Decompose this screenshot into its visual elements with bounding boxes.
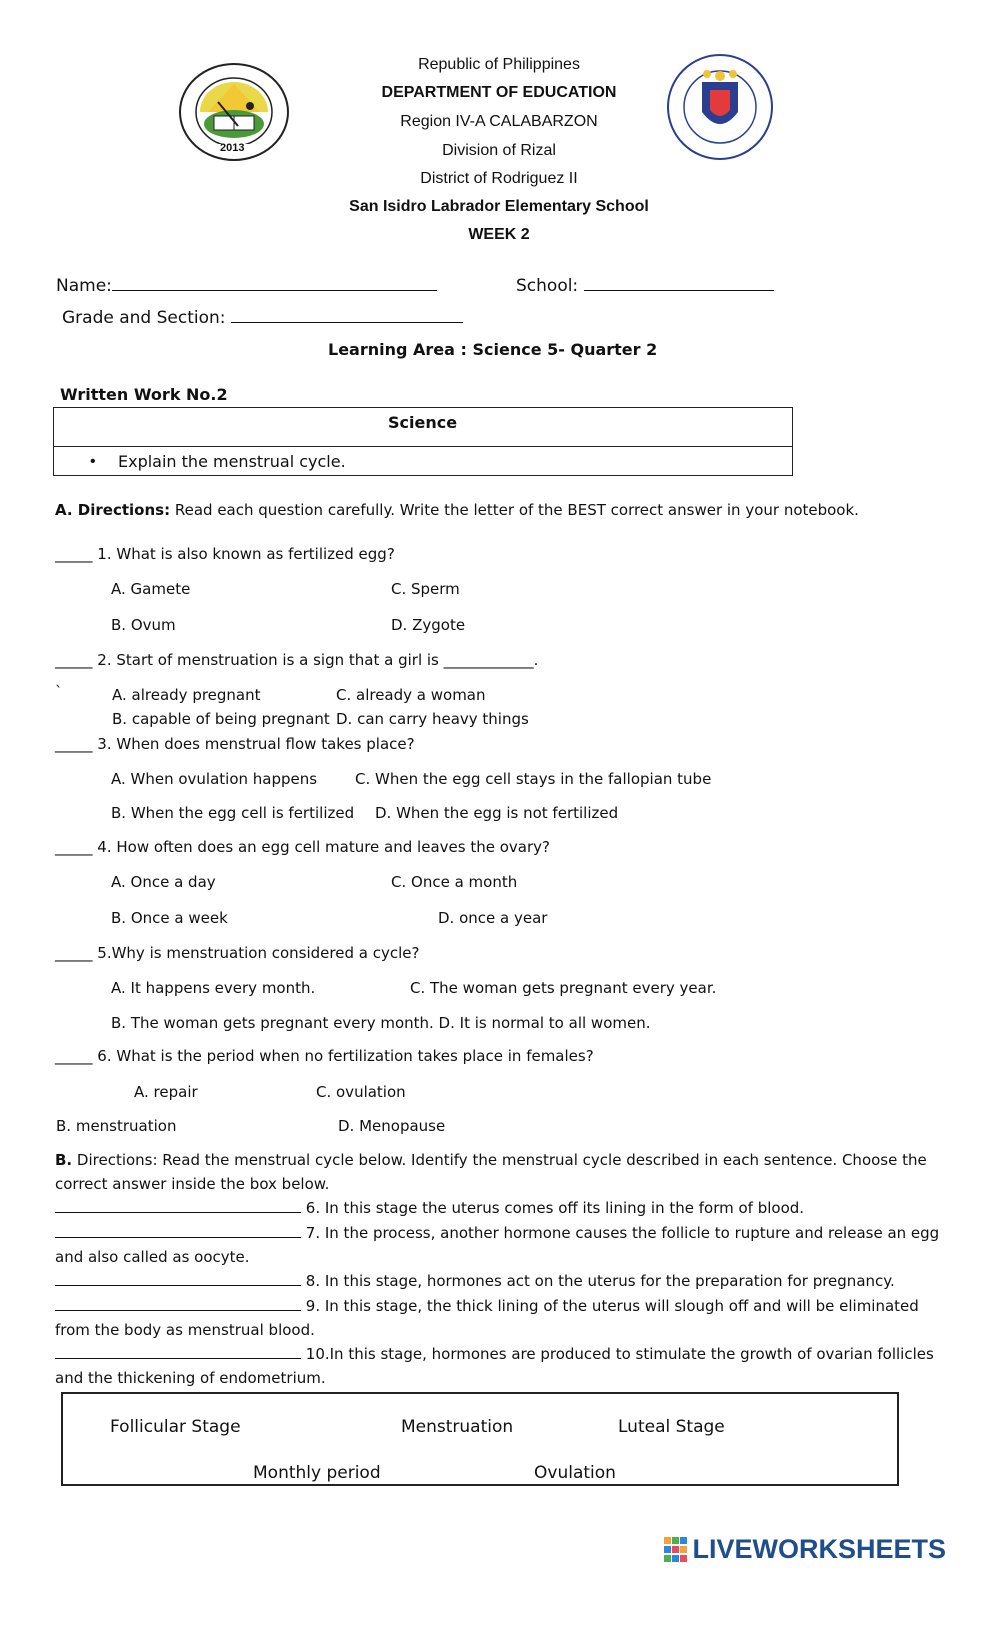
- s7-text-cont: and also called as oocyte.: [55, 1248, 250, 1266]
- q3-text: 3. When does menstrual flow takes place?: [97, 735, 415, 753]
- q4-option-b: B. Once a week: [111, 909, 228, 927]
- objective-divider: [53, 446, 793, 447]
- q4-text: 4. How often does an egg cell mature and leaves the ovary?: [97, 838, 550, 856]
- s9-text: 9. In this stage, the thick lining of the uterus will slough off and will be eliminated: [305, 1297, 919, 1315]
- name-label: Name:: [56, 276, 112, 296]
- header-department: DEPARTMENT OF EDUCATION: [381, 84, 617, 101]
- q2-text: 2. Start of menstruation is a sign that a girl is ____________.: [97, 651, 539, 669]
- school-logo-year: 2013: [220, 142, 245, 154]
- q1-option-a: A. Gamete: [111, 580, 191, 598]
- q2-option-a: A. already pregnant: [112, 686, 261, 704]
- q6-blank[interactable]: _____: [55, 1047, 93, 1065]
- q5-option-b-d: B. The woman gets pregnant every month. D. It is normal to all women.: [111, 1014, 651, 1032]
- liveworksheets-icon: [664, 1537, 688, 1563]
- q6-text: 6. What is the period when no fertilization takes place in females?: [97, 1047, 594, 1065]
- q6-option-a: A. repair: [134, 1083, 198, 1101]
- q5-option-a: A. It happens every month.: [111, 979, 316, 997]
- objective-item: Explain the menstrual cycle.: [118, 452, 346, 471]
- q4-option-a: A. Once a day: [111, 873, 216, 891]
- part-a-directions: Read each question carefully. Write the letter of the BEST correct answer in your notebook.: [170, 501, 859, 519]
- q4-option-d: D. once a year: [438, 909, 548, 927]
- school-logo: [178, 62, 290, 162]
- q2-tick: `: [55, 683, 63, 701]
- choices-box: [61, 1392, 899, 1486]
- liveworksheets-logo: [664, 1534, 946, 1565]
- objective-bullet: •: [90, 453, 96, 470]
- grade-section-label: Grade and Section:: [62, 308, 226, 328]
- q1-option-d: D. Zygote: [391, 616, 466, 634]
- s7-text: 7. In the process, another hormone causes the follicle to rupture and release an egg: [305, 1224, 940, 1242]
- header-republic: Republic of Philippines: [418, 56, 580, 73]
- liveworksheets-brand[interactable]: LIVEWORKSHEETS: [692, 1534, 946, 1564]
- header-region: Region IV-A CALABARZON: [400, 113, 598, 130]
- q5-text: 5.Why is menstruation considered a cycle?: [97, 944, 420, 962]
- s9-text-cont: from the body as menstrual blood.: [55, 1321, 315, 1339]
- s8-answer-line[interactable]: [55, 1284, 301, 1286]
- choice-follicular-stage: Follicular Stage: [110, 1417, 241, 1437]
- name-field[interactable]: [112, 289, 437, 291]
- s7-answer-line[interactable]: [55, 1236, 301, 1238]
- q5-option-c: C. The woman gets pregnant every year.: [410, 979, 717, 997]
- header-district: District of Rodriguez II: [420, 170, 578, 187]
- s8-text: 8. In this stage, hormones act on the uterus for the preparation for pregnancy.: [305, 1272, 895, 1290]
- q2-option-b: B. capable of being pregnant: [112, 710, 330, 728]
- grade-section-field[interactable]: [231, 321, 463, 323]
- q6-option-d: D. Menopause: [338, 1117, 446, 1135]
- q1-text: 1. What is also known as fertilized egg?: [97, 545, 395, 563]
- header-week: WEEK 2: [468, 226, 530, 243]
- school-label: School:: [516, 276, 579, 296]
- q1-blank[interactable]: _____: [55, 545, 93, 563]
- written-work-title: Written Work No.2: [60, 385, 228, 404]
- s6-answer-line[interactable]: [55, 1211, 301, 1213]
- s9-answer-line[interactable]: [55, 1309, 301, 1311]
- q6-option-b: B. menstruation: [56, 1117, 177, 1135]
- q1-option-c: C. Sperm: [391, 580, 460, 598]
- part-b-directions-cont: correct answer inside the box below.: [55, 1175, 330, 1193]
- choice-monthly-period: Monthly period: [253, 1463, 381, 1483]
- objective-header: Science: [388, 413, 458, 432]
- choice-luteal-stage: Luteal Stage: [618, 1417, 725, 1437]
- s10-text-cont: and the thickening of endometrium.: [55, 1369, 326, 1387]
- header-school: San Isidro Labrador Elementary School: [349, 198, 649, 215]
- q3-option-c: C. When the egg cell stays in the fallopian tube: [355, 770, 712, 788]
- choice-menstruation: Menstruation: [401, 1417, 514, 1437]
- part-a-label: A. Directions:: [55, 501, 171, 519]
- q6-option-c: C. ovulation: [316, 1083, 406, 1101]
- q5-blank[interactable]: _____: [55, 944, 93, 962]
- q4-blank[interactable]: _____: [55, 838, 93, 856]
- q2-blank[interactable]: _____: [55, 651, 93, 669]
- q3-option-d: D. When the egg is not fertilized: [375, 804, 619, 822]
- q4-option-c: C. Once a month: [391, 873, 518, 891]
- q1-option-b: B. Ovum: [111, 616, 176, 634]
- q3-option-b: B. When the egg cell is fertilized: [111, 804, 355, 822]
- school-field[interactable]: [584, 289, 774, 291]
- choice-ovulation: Ovulation: [534, 1463, 616, 1483]
- header-division: Division of Rizal: [442, 142, 556, 159]
- part-b-directions: Directions: Read the menstrual cycle below. Identify the menstrual cycle described in each sentence. Choose the: [72, 1151, 927, 1169]
- s10-text: 10.In this stage, hormones are produced to stimulate the growth of ovarian follicles: [305, 1345, 934, 1363]
- q2-option-c: C. already a woman: [336, 686, 486, 704]
- s6-text: 6. In this stage the uterus comes off its lining in the form of blood.: [305, 1199, 805, 1217]
- s10-answer-line[interactable]: [55, 1357, 301, 1359]
- part-b-label: B.: [55, 1151, 73, 1169]
- q3-option-a: A. When ovulation happens: [111, 770, 318, 788]
- q3-blank[interactable]: _____: [55, 735, 93, 753]
- q2-option-d: D. can carry heavy things: [336, 710, 529, 728]
- learning-area: Learning Area : Science 5- Quarter 2: [328, 340, 658, 359]
